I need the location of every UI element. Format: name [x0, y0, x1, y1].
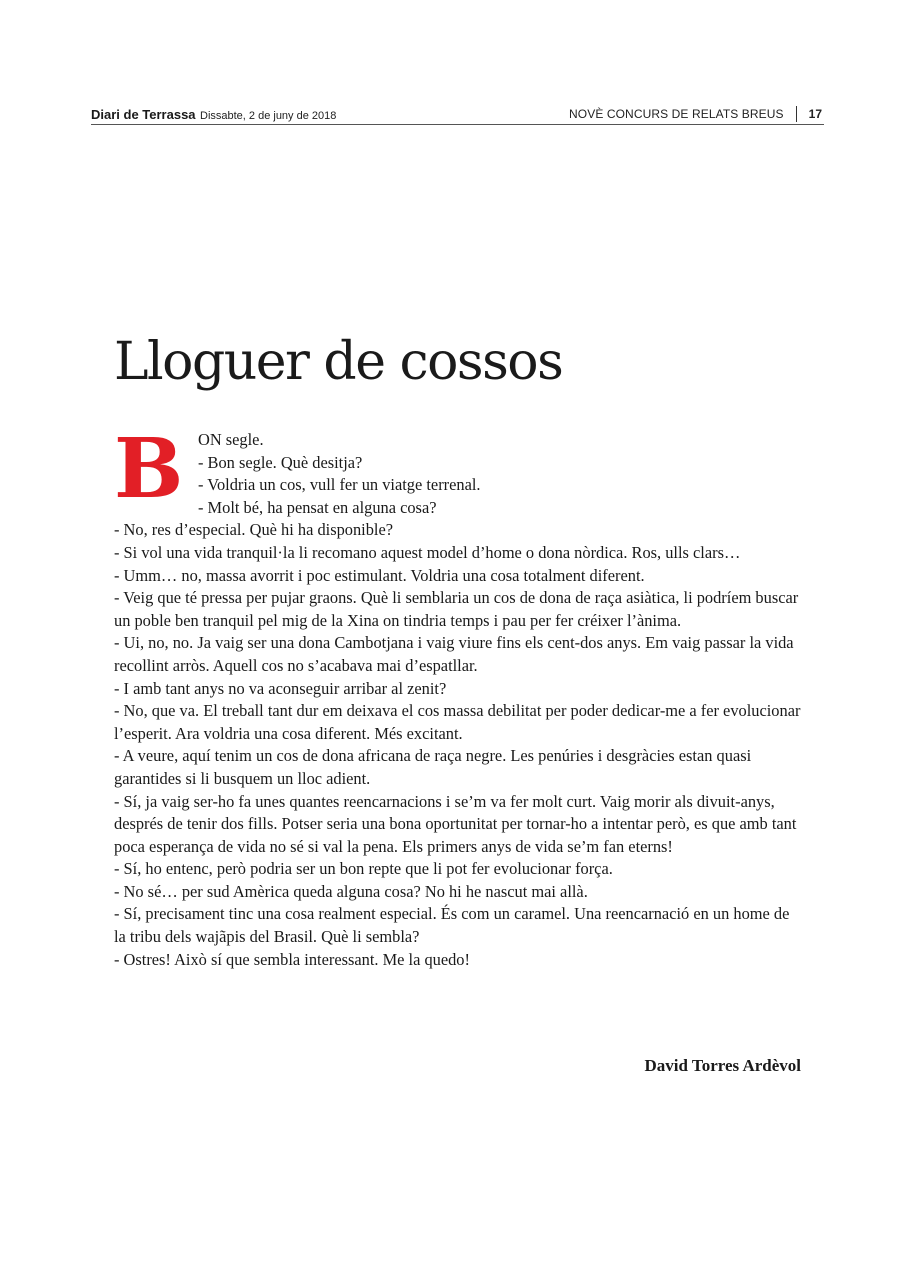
newspaper-name: Diari de Terrassa — [91, 107, 196, 122]
story-paragraph: - Ui, no, no. Ja vaig ser una dona Cambotjana i vaig viure fins els cent-dos anys. Em vaig passar la vida recollint arròs. Aquell cos no s’acabava mai d’espatllar. — [114, 633, 794, 675]
story-paragraph: - No, res d’especial. Què hi ha disponible? — [114, 520, 394, 540]
story-body — [114, 421, 804, 971]
header-left — [91, 106, 336, 124]
story-paragraph: - A veure, aquí tenim un cos de dona africana de raça negre. Les penúries i desgràcies estan quasi garantides si li busquem un lloc adient. — [114, 746, 752, 788]
story-paragraph: - Sí, ho entenc, però podria ser un bon repte que li pot fer evolucionar força. — [114, 859, 613, 879]
section-title: NOVÈ CONCURS DE RELATS BREUS — [569, 107, 784, 121]
story-paragraph: - Sí, precisament tinc una cosa realment especial. És com un caramel. Una reencarnació en un home de la tribu dels wajãpis del Brasil. Què li sembla? — [114, 904, 790, 947]
story-paragraph: - Veig que té pressa per pujar graons. Què li semblaria un cos de dona de raça asiàtica, li podríem buscar un poble ben tranquil pel mig de la Xina on tindria temps i pau per fer créixer l’ànima. — [114, 588, 799, 630]
author-byline: David Torres Ardèvol — [644, 1056, 801, 1075]
story-paragraph: - Sí, ja vaig ser-ho fa unes quantes reencarnacions i se’m va fer molt curt. Vaig morir als divuit-anys, després de tenir dos fills. Potser seria una bona oportunitat per tornar-ho a intentar però, es que amb tant poca esperança de vida no sé si val la pena. Els primers anys de vida se’m fan eterns! — [114, 791, 797, 856]
page-header — [91, 104, 824, 125]
story-paragraph: - Voldria un cos, vull fer un viatge terrenal. — [198, 475, 481, 495]
story-paragraph: - Ostres! Això sí que sembla interessant. Me la quedo! — [114, 949, 470, 969]
story-paragraph: ON segle. — [198, 430, 264, 449]
header-divider — [796, 106, 797, 122]
story-paragraph: - No sé… per sud Amèrica queda alguna cosa? No hi he nascut mai allà. — [114, 881, 588, 901]
story-paragraph: - Molt bé, ha pensat en alguna cosa? — [198, 497, 437, 517]
story-paragraph: - I amb tant anys no va aconseguir arribar al zenit? — [114, 678, 447, 698]
story-paragraph: - Umm… no, massa avorrit i poc estimulant. Voldria una cosa totalment diferent. — [114, 565, 645, 585]
drop-cap: B — [114, 421, 184, 517]
story-paragraph: - Bon segle. Què desitja? — [198, 452, 363, 472]
story-paragraph: - No, que va. El treball tant dur em deixava el cos massa debilitat per poder dedicar-me a fer evolucionar l’esperit. Ara voldria una cosa diferent. Més excitant. — [114, 701, 801, 743]
story-title: Lloguer de cossos — [114, 332, 563, 392]
issue-date: Dissabte, 2 de juny de 2018 — [200, 110, 337, 122]
header-right — [569, 106, 824, 122]
page-number: 17 — [808, 107, 822, 121]
story-paragraph: - Si vol una vida tranquil·la li recomano aquest model d’home o dona nòrdica. Ros, ulls clars… — [114, 542, 741, 562]
